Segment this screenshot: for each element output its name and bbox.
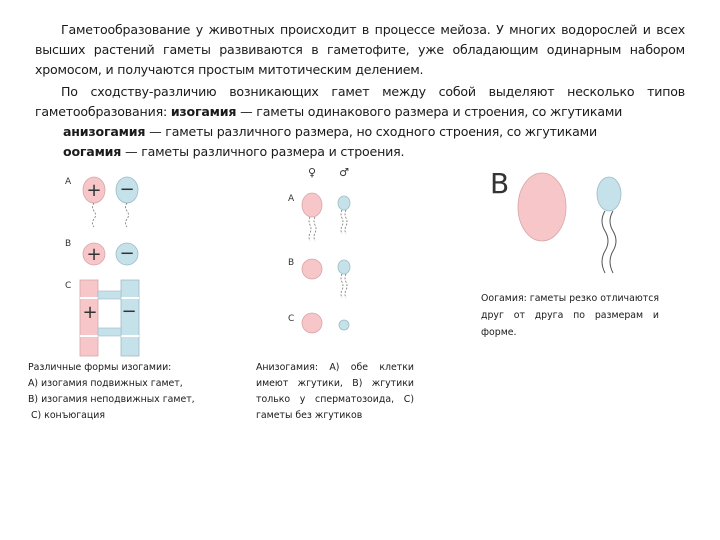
minus-sign: − <box>119 179 135 200</box>
oogamy-caption: Оогамия: гаметы резко отличаются друг от друга по размерам и форме. <box>481 293 659 338</box>
isogamy-nonmotile-minus-gamete <box>116 243 138 265</box>
anisogamy-description: — гаметы различного размера, но сходного строения, со жгутиками <box>145 124 597 139</box>
oogamy-egg-cell <box>518 173 566 241</box>
minus-sign: − <box>121 301 137 322</box>
types-paragraph <box>35 82 685 122</box>
anisogamy-line <box>63 122 597 142</box>
anisogamy-caption: Анизогамия: А) обе клетки имеют жгутики, В) жгутики только у сперматозоида, С) гаметы без жгутиков <box>256 362 414 421</box>
isogamy-motile-plus-gamete <box>83 177 105 227</box>
anisogamy-a-male-gamete <box>338 196 350 234</box>
anisogamy-a-female-gamete <box>302 193 322 241</box>
anisogamy-c-male-gamete <box>339 320 349 330</box>
isogamy-label-c: C <box>65 281 72 291</box>
anisogamy-b-female-gamete <box>302 259 322 279</box>
oogamy-figure <box>485 160 635 280</box>
isogamy-figure <box>55 168 165 358</box>
conjugation-filaments <box>80 280 139 356</box>
oogamy-description: — гаметы различного размера и строения. <box>121 144 405 159</box>
plus-sign: + <box>86 180 102 201</box>
isogamy-motile-minus-gamete <box>116 177 138 227</box>
oogamy-sperm-cell <box>597 177 621 273</box>
isogamy-caption-line: А) изогамия подвижных гамет, <box>28 378 183 389</box>
oogamy-label: В <box>490 167 510 200</box>
male-symbol: ♂ <box>339 166 349 179</box>
isogamy-label-b: B <box>65 239 72 249</box>
types-intro-text: По сходству-различию возникающих гамет между собой выделяют несколько типов гаметообразования: <box>35 84 685 119</box>
anisogamy-term: анизогамия <box>63 124 146 139</box>
plus-sign: + <box>86 244 102 265</box>
isogamy-description: — гаметы одинакового размера и строения, со жгутиками <box>236 104 623 119</box>
oogamy-term: оогамия <box>63 144 122 159</box>
isogamy-caption-line: С) конъюгация <box>28 410 105 421</box>
isogamy-label-a: A <box>65 177 72 187</box>
anisogamy-c-female-gamete <box>302 313 322 333</box>
minus-sign: − <box>119 243 135 264</box>
anisogamy-figure <box>280 163 370 343</box>
isogamy-caption-line: В) изогамия неподвижных гамет, <box>28 394 195 405</box>
intro-paragraph: Гаметообразование у животных происходит в процессе мейоза. У многих водорослей и всех высших растений гаметы развиваются в гаметофите, уже обладающим одинарным набором хромосом, и получаются простым митотическим делением. <box>35 22 685 77</box>
female-symbol: ♀ <box>307 166 317 179</box>
isogamy-caption <box>28 360 238 424</box>
isogamy-term: изогамия <box>170 104 237 119</box>
plus-sign: + <box>82 302 98 323</box>
anisogamy-label-b: B <box>288 258 295 268</box>
anisogamy-b-male-gamete <box>338 260 350 298</box>
isogamy-caption-line: Различные формы изогамии: <box>28 362 172 373</box>
anisogamy-label-a: A <box>288 194 295 204</box>
anisogamy-label-c: C <box>288 314 295 324</box>
isogamy-nonmotile-plus-gamete <box>83 243 105 265</box>
oogamy-line <box>63 142 404 162</box>
